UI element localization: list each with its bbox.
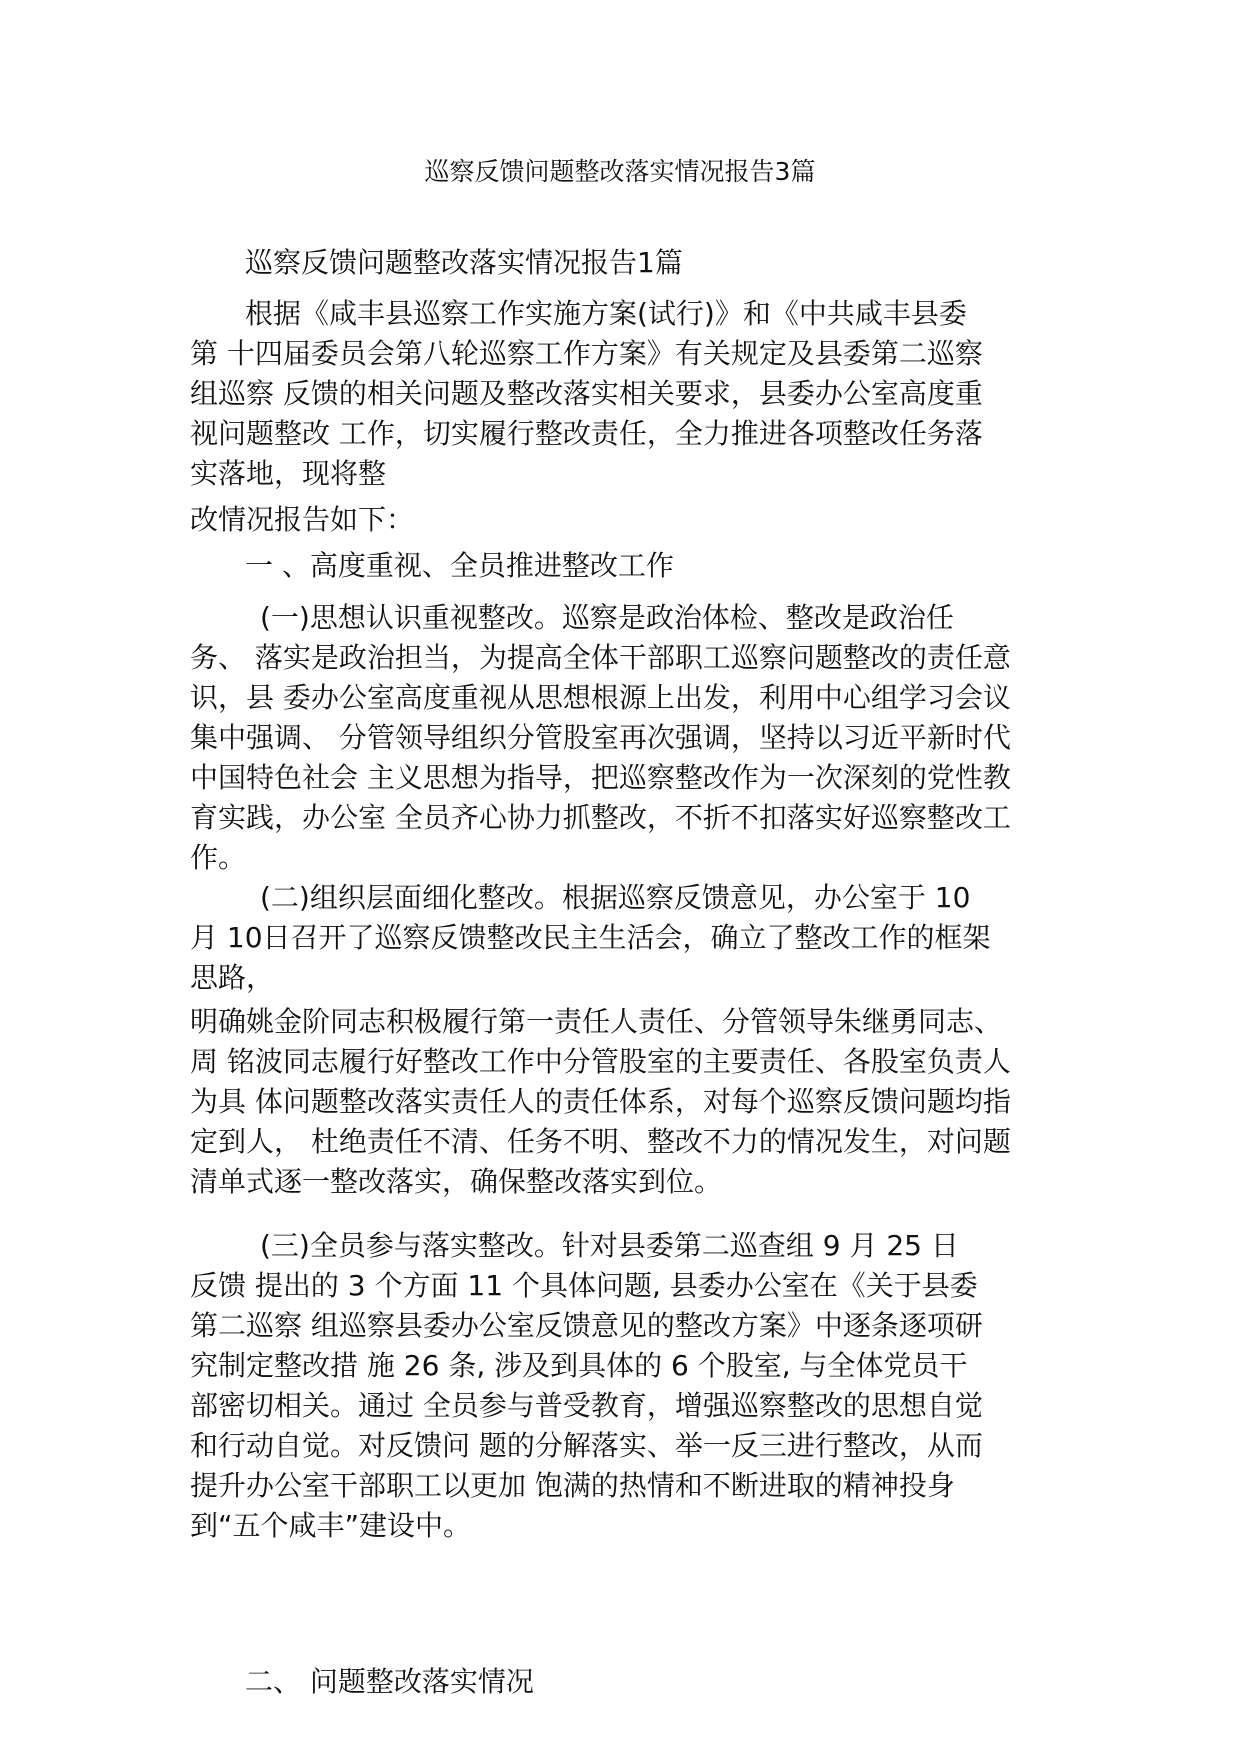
text-line: 组巡察 反馈的相关问题及整改落实相关要求，县委办公室高度重 [190, 377, 983, 410]
text-line: (三)全员参与落实整改。针对县委第二巡查组 9 月 25 日 [260, 1229, 959, 1262]
text-line: 到“五个咸丰”建设中。 [190, 1509, 472, 1542]
text-line: 实落地，现将整 [190, 457, 387, 490]
paragraph-2-continuation [190, 1002, 1075, 1202]
text-line: 反馈 提出的 3 个方面 11 个具体问题, 县委办公室在《关于县委 [190, 1269, 978, 1302]
report-subtitle: 巡察反馈问题整改落实情况报告1篇 [245, 246, 683, 279]
section-heading-1: 一 、高度重视、全员推进整改工作 [245, 549, 674, 582]
paragraph-1 [190, 598, 1075, 878]
text-line: 识，县 委办公室高度重视从思想根源上出发，利用中心组学习会议 [190, 681, 1011, 714]
text-line: 周 铭波同志履行好整改工作中分管股室的主要责任、各股室负责人 [190, 1045, 1011, 1078]
text-line: 育实践，办公室 全员齐心协力抓整改，不折不扣落实好巡察整改工 [190, 801, 1011, 834]
text-line: 究制定整改措 施 26 条, 涉及到具体的 6 个股室, 与全体党员干 [190, 1349, 968, 1382]
text-line: 定到人， 杜绝责任不清、任务不明、整改不力的情况发生，对问题 [190, 1125, 1011, 1158]
text-line: 改情况报告如下： [190, 503, 415, 536]
text-line: 视问题整改 工作，切实履行整改责任，全力推进各项整改任务落 [190, 417, 983, 450]
text-line: 和行动自觉。对反馈问 题的分解落实、举一反三进行整改，从而 [190, 1429, 983, 1462]
text-line: 中国特色社会 主义思想为指导，把巡察整改作为一次深刻的党性教 [190, 761, 1011, 794]
intro-paragraph [190, 294, 1075, 494]
text-line: 第 十四届委员会第八轮巡察工作方案》有关规定及县委第二巡察 [190, 337, 983, 370]
intro-continuation [190, 500, 1075, 540]
text-line: (二)组织层面细化整改。根据巡察反馈意见，办公室于 10 [260, 881, 971, 914]
text-line: 为具 体问题整改落实责任人的责任体系，对每个巡察反馈问题均指 [190, 1085, 1011, 1118]
paragraph-3 [190, 1226, 1075, 1546]
text-line: 部密切相关。通过 全员参与普受教育，增强巡察整改的思想自觉 [190, 1389, 983, 1422]
text-line: 提升办公室干部职工以更加 饱满的热情和不断进取的精神投身 [190, 1469, 955, 1502]
text-line: 第二巡察 组巡察县委办公室反馈意见的整改方案》中逐条逐项研 [190, 1309, 983, 1342]
document-title: 巡察反馈问题整改落实情况报告3篇 [424, 157, 816, 186]
text-line: 务、 落实是政治担当，为提高全体干部职工巡察问题整改的责任意 [190, 641, 1011, 674]
text-line: 根据《咸丰县巡察工作实施方案(试行)》和《中共咸丰县委 [245, 297, 967, 330]
paragraph-2 [190, 878, 1075, 998]
text-line: 作。 [190, 841, 247, 874]
text-line: 清单式逐一整改落实，确保整改落实到位。 [190, 1165, 723, 1198]
text-line: 月 10日召开了巡察反馈整改民主生活会，确立了整改工作的框架 [190, 921, 991, 954]
text-line: 明确姚金阶同志积极履行第一责任人责任、分管领导朱继勇同志、 [190, 1005, 1003, 1038]
section-heading-2: 二、 问题整改落实情况 [245, 1665, 534, 1698]
text-line: 思路， [190, 961, 275, 994]
text-line: (一)思想认识重视整改。巡察是政治体检、整改是政治任 [260, 601, 954, 634]
text-line: 集中强调、 分管领导组织分管股室再次强调，坚持以习近平新时代 [190, 721, 1011, 754]
